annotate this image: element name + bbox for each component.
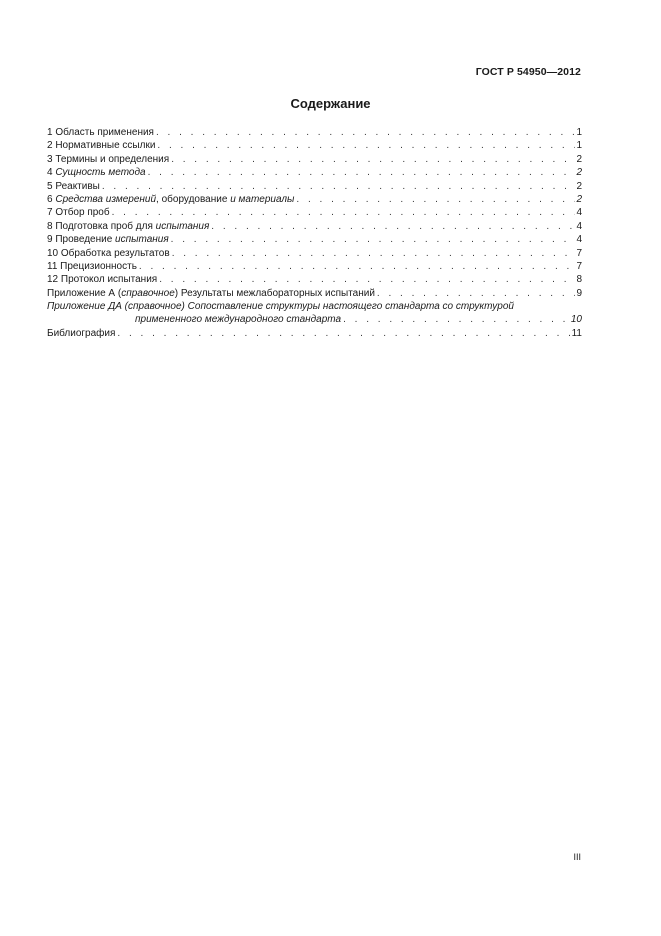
toc-entry-page: 4 [576, 220, 582, 232]
toc-leader-dots [139, 260, 576, 273]
toc-entry-label-part: испытания [155, 220, 210, 232]
toc-entry[interactable] [47, 273, 582, 286]
toc-entry-label-part: 12 Протокол испытания [47, 274, 158, 286]
toc-entry-label [135, 313, 343, 326]
toc-entry-label-part: 1 Область применения [47, 127, 154, 138]
toc-entry-label-part: 6 [47, 193, 56, 205]
toc-entry[interactable] [47, 233, 582, 246]
toc-entry-label [47, 327, 117, 340]
toc-leader-dots [171, 233, 576, 246]
toc-leader-dots [156, 126, 575, 139]
toc-entry-page: 2 [576, 153, 582, 165]
toc-entry-label-part: Средства измерений [55, 193, 157, 205]
table-of-contents [47, 126, 582, 340]
toc-entry-page: 9 [576, 287, 582, 299]
toc-leader-dots [377, 287, 576, 300]
toc-entry-label-part: ) Результаты межлабораторных испытаний [174, 287, 375, 299]
toc-entry[interactable] [47, 139, 582, 152]
toc-entry[interactable] [47, 313, 582, 326]
page-number: III [573, 852, 581, 862]
toc-entry[interactable] [47, 206, 582, 219]
toc-entry-page: 1 [576, 127, 582, 138]
toc-entry-label [47, 273, 159, 286]
toc-entry-label [47, 287, 377, 300]
toc-entry-label [47, 300, 516, 313]
toc-entry[interactable] [47, 220, 582, 233]
toc-entry[interactable] [47, 193, 582, 206]
toc-entry-label-part: 7 Отбор проб [47, 207, 110, 219]
toc-entry-label-part: 11 Прецизионность [47, 260, 137, 272]
toc-entry-label [47, 206, 112, 219]
toc-entry[interactable] [47, 300, 582, 313]
toc-leader-dots [343, 313, 570, 326]
toc-leader-dots [112, 206, 576, 219]
toc-leader-dots [148, 166, 576, 179]
toc-entry-label [47, 260, 139, 273]
toc-entry-label [47, 153, 171, 166]
document-code: ГОСТ Р 54950—2012 [475, 66, 581, 78]
toc-entry-page: 7 [576, 247, 582, 259]
toc-entry-label [47, 193, 296, 206]
toc-entry-label-part: Сущность метода [55, 167, 146, 179]
toc-entry-page: 11 [571, 327, 582, 339]
toc-entry-label-part: 8 Подготовка проб для [47, 220, 156, 232]
toc-leader-dots [159, 273, 575, 286]
toc-entry-label-part: 5 Реактивы [47, 180, 100, 192]
toc-entry-label-part: Приложение ДА (справочное) Сопоставление структуры настоящего стандарта со структурой [47, 301, 514, 313]
toc-entry-label [47, 247, 172, 260]
toc-leader-dots [211, 220, 575, 233]
toc-entry-label-part: примененного международного стандарта [135, 314, 342, 326]
toc-entry[interactable] [47, 247, 582, 260]
toc-leader-dots [102, 180, 576, 193]
toc-entry-page: 1 [576, 140, 582, 152]
toc-entry-label-part: 9 Проведение [47, 234, 116, 246]
toc-entry-label [47, 126, 156, 139]
toc-entry[interactable] [47, 287, 582, 300]
toc-entry-page: 4 [576, 207, 582, 219]
toc-entry-label-part: справочное [121, 287, 175, 299]
toc-entry-label-part: и материалы [230, 193, 295, 205]
toc-entry[interactable] [47, 180, 582, 193]
toc-entry[interactable] [47, 260, 582, 273]
toc-entry-page: 2 [576, 180, 582, 192]
toc-leader-dots [157, 139, 575, 152]
toc-leader-dots [171, 153, 575, 166]
toc-leader-dots [117, 327, 570, 340]
toc-entry-page: 2 [576, 193, 582, 205]
toc-entry-label [47, 233, 171, 246]
toc-entry-label-part: 3 Термины и определения [47, 153, 170, 165]
toc-entry-page: 8 [576, 274, 582, 286]
toc-entry-page: 10 [570, 314, 582, 326]
toc-entry-label-part: испытания [115, 234, 169, 246]
toc-entry-label [47, 180, 102, 193]
toc-leader-dots [172, 247, 576, 260]
toc-entry[interactable] [47, 153, 582, 166]
toc-title: Содержание [290, 96, 371, 111]
toc-entry-label-part: 4 [47, 167, 56, 179]
toc-entry-page: 7 [576, 260, 582, 272]
toc-entry-label [47, 220, 211, 233]
toc-entry-label-part: 2 Нормативные ссылки [47, 140, 156, 152]
toc-entry[interactable] [47, 166, 582, 179]
toc-entry-label [47, 166, 148, 179]
toc-entry-label-part: Приложение А ( [47, 287, 122, 299]
toc-entry[interactable] [47, 126, 582, 139]
toc-entry-label-part: , оборудование [156, 193, 231, 205]
toc-entry[interactable] [47, 327, 582, 340]
toc-entry-label-part: 10 Обработка результатов [47, 247, 170, 259]
toc-entry-page: 4 [576, 234, 582, 246]
toc-entry-label [47, 139, 157, 152]
toc-leader-dots [296, 193, 575, 206]
toc-entry-page: 2 [576, 167, 582, 179]
toc-entry-label-part: Библиография [47, 327, 116, 339]
